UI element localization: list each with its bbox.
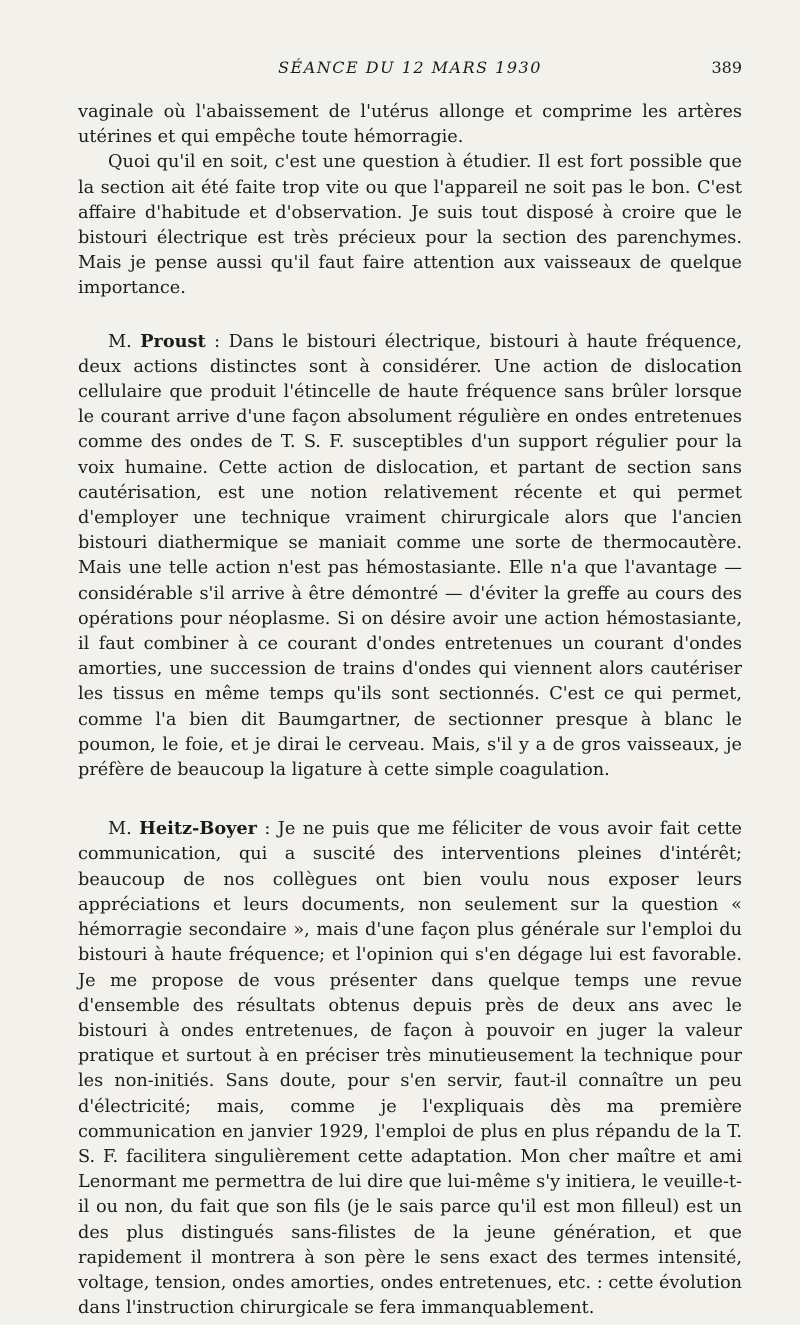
speaker-name: Proust <box>140 330 206 352</box>
intervention-text: : Dans le bistouri électrique, bistouri à haute fréquence, deux actions distinctes sont à considérer. Une action de dislocation cellulaire que produit l'étincelle de haute fréquence sans brûler lorsque le courant arrive d'une façon absolument régulière en ondes entretenues comme des ondes de T. S. F. susceptibles d'un support régulier pour la voix humaine. Cette action de dislocation, et partant de section sans cautérisation, est une notion relativement récente et qui permet d'employer une technique vraiment chirurgicale alors que l'ancien bistouri diathermique se maniait comme une sorte de thermocautère. Mais une telle action n'est pas hémostasiante. Elle n'a que l'avantage — considérable s'il arrive à être démontré — d'éviter la greffe au cours des opérations pour néoplasme. Si on désire avoir une action hémostasiante, il faut combiner à ce courant d'ondes entretenues un courant d'ondes amorties, une succession de trains d'ondes qui viennent alors cautériser les tissus en même temps qu'ils sont sectionnés. C'est ce qui permet, comme l'a bien dit Baumgartner, de sectionner presque à blanc le poumon, le foie, et je dirai le cerveau. Mais, s'il y a de gros vaisseaux, je préfère de beaucoup la ligature à cette simple coagulation. <box>78 331 743 781</box>
page-header <box>78 58 742 86</box>
page-number: 389 <box>711 58 742 77</box>
running-title: SÉANCE DU 12 MARS 1930 <box>278 58 542 77</box>
body-text <box>78 100 742 1321</box>
intervention-text: : Je ne puis que me féliciter de vous avoir fait cette communication, qui a suscité des interventions pleines d'intérêt; beaucoup de nos collègues ont bien voulu nous exposer leurs appréciations et leurs documents, non seulement sur la question « hémorragie secondaire », mais d'une façon plus générale sur l'emploi du bistouri à haute fréquence; et l'opinion qui s'en dégage lui est favorable. Je me propose de vous présenter dans quelque temps une revue d'ensemble des résultats obtenus depuis près de deux ans avec le bistouri à ondes entretenues, de façon à pouvoir en juger la valeur pratique et surtout à en préciser très minutieusement la technique pour les non-initiés. Sans doute, pour s'en servir, faut-il connaître un peu d'électricité; mais, comme je l'expliquais dès ma première communication en janvier 1929, l'emploi de plus en plus répandu de la T. S. F. facilitera singulièrement cette adaptation. Mon cher maître et ami Lenormant me permettra de lui dire que lui-même s'y initiera, le veuille-t-il ou non, du fait que son fils (je le sais parce qu'il est mon filleul) est un des plus distingués sans-filistes de la jeune génération, et que rapidement il montrera à son père le sens exact des termes intensité, voltage, tension, ondes amorties, ondes entretenues, etc. : cette évolution dans l'instruction chirurgicale se fera immanquablement. <box>78 819 743 1319</box>
paragraph: Quoi qu'il en soit, c'est une question à étudier. Il est fort possible que la section ait été faite trop vite ou que l'appareil ne soit pas le bon. C'est affaire d'habitude et d'observation. Je suis tout disposé à croire que le bistouri électrique est très précieux pour la section des parenchymes. Mais je pense aussi qu'il faut faire attention aux vaisseaux de quelque importance. <box>78 152 742 299</box>
intervention-proust <box>78 329 742 784</box>
speaker-title: M. <box>108 819 132 840</box>
intervention-heitz-boyer <box>78 816 742 1321</box>
speaker-name: Heitz-Boyer <box>139 818 257 840</box>
paragraph: vaginale où l'abaissement de l'utérus allonge et comprime les artères utérines et qui empêche toute hémorragie. <box>78 102 742 148</box>
speaker-title: M. <box>108 331 132 352</box>
